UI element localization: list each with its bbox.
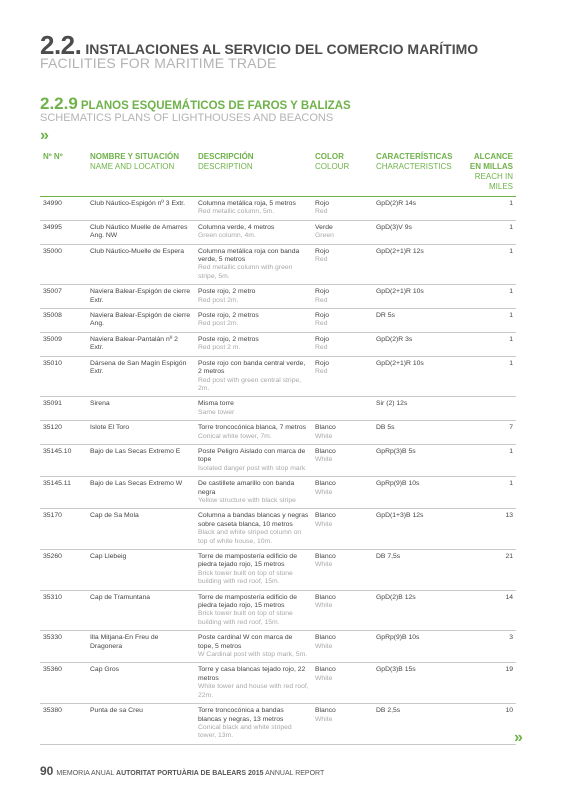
desc-en: Isolated danger post with stop mark xyxy=(198,464,306,472)
cell-name xyxy=(87,197,195,221)
desc-en: W Cardinal post with stop mark, 5m. xyxy=(198,651,308,659)
light-number: 35360 xyxy=(43,666,62,674)
cell-char xyxy=(373,663,461,704)
cell-num xyxy=(40,590,87,631)
light-name: Club Náutico Muelle de Amarres Ang. NW xyxy=(90,223,188,240)
reach-miles: 1 xyxy=(509,223,513,231)
cell-num xyxy=(40,356,87,397)
cell-name xyxy=(87,332,195,356)
reach-miles: 10 xyxy=(505,707,513,715)
cell-desc xyxy=(195,477,312,509)
desc-es: Columna metálica roja con banda verde, 5 metros xyxy=(198,247,300,264)
cell-desc xyxy=(195,444,312,476)
light-characteristics: GpD(2+1)R 10s xyxy=(376,288,424,296)
light-characteristics: GpD(1+3)B 12s xyxy=(376,512,424,520)
desc-es: Torre y casa blancas tejado rojo, 22 metros xyxy=(198,666,306,682)
desc-es: Columna verde, 4 metros xyxy=(198,223,275,231)
col-header-name: NOMBRE Y SITUACIÓN NAME AND LOCATION xyxy=(87,148,195,197)
cell-name xyxy=(87,590,195,631)
cell-color xyxy=(312,590,373,631)
light-name: Punta de sa Creu xyxy=(90,707,143,715)
table-row xyxy=(40,663,516,704)
light-number: 35170 xyxy=(43,512,62,520)
reach-miles: 1 xyxy=(509,288,513,296)
desc-es: Torre de mampostería edificio de piedra tejado rojo, 15 metros xyxy=(198,553,297,569)
light-number: 35145.10 xyxy=(43,447,72,455)
col-header-color: COLOR COLOUR xyxy=(312,148,373,197)
cell-char xyxy=(373,309,461,333)
color-en: White xyxy=(315,488,333,496)
reach-miles: 3 xyxy=(509,634,513,642)
color-en: Red xyxy=(315,256,328,264)
cell-name xyxy=(87,477,195,509)
col-header-desc: DESCRIPCIÓN DESCRIPTION xyxy=(195,148,312,197)
color-en: White xyxy=(315,432,333,440)
light-name: Illa Mitjana-En Freu de Dragonera xyxy=(90,634,159,650)
light-characteristics: GpRp(9)B 10s xyxy=(376,480,420,488)
table-row xyxy=(40,197,516,221)
cell-color xyxy=(312,197,373,221)
desc-es: Poste rojo, 2 metros xyxy=(198,312,259,320)
cell-num xyxy=(40,550,87,591)
reach-miles: 1 xyxy=(509,200,513,207)
cell-desc xyxy=(195,550,312,591)
light-characteristics: DB 2,5s xyxy=(376,707,401,715)
cell-name xyxy=(87,704,195,745)
cell-num xyxy=(40,309,87,333)
chapter-number: 2.2. xyxy=(40,30,82,60)
cell-desc xyxy=(195,220,312,244)
light-number: 35008 xyxy=(43,312,62,320)
color-en: White xyxy=(315,520,333,528)
cell-num xyxy=(40,509,87,550)
cell-name xyxy=(87,444,195,476)
cell-reach xyxy=(461,444,516,476)
light-name: Bajo de Las Secas Extremo W xyxy=(90,480,183,488)
cell-char xyxy=(373,332,461,356)
reach-miles: 19 xyxy=(505,666,513,674)
light-name: Dársena de San Magín Espigón Extr. xyxy=(90,359,187,376)
color-en: Red xyxy=(315,296,328,304)
light-name: Club Náutico-Muelle de Espera xyxy=(90,247,185,255)
color-en: White xyxy=(315,642,333,650)
color-en: Red xyxy=(315,368,328,376)
table-row xyxy=(40,444,516,476)
table-row xyxy=(40,631,516,663)
color-en: White xyxy=(315,456,333,464)
color-es: Blanco xyxy=(315,424,336,432)
table-row xyxy=(40,421,516,445)
desc-es: Misma torre xyxy=(198,400,234,408)
light-characteristics: Sir (2) 12s xyxy=(376,400,408,408)
table-body xyxy=(40,197,516,745)
cell-reach xyxy=(461,663,516,704)
cell-char xyxy=(373,590,461,631)
cell-desc xyxy=(195,509,312,550)
light-characteristics: GpD(2)R 14s xyxy=(376,200,417,207)
section-title xyxy=(40,94,351,114)
desc-es: Torre troncocónica blanca, 7 metros xyxy=(198,424,307,432)
table-row xyxy=(40,356,516,397)
color-es: Rojo xyxy=(315,335,329,343)
color-es: Blanco xyxy=(315,447,336,455)
light-characteristics: GpD(2)B 12s xyxy=(376,593,416,601)
cell-desc xyxy=(195,590,312,631)
cell-char xyxy=(373,285,461,309)
color-es: Rojo xyxy=(315,288,329,296)
section-number: 2.2.9 xyxy=(40,94,78,113)
footer-org: AUTORITAT PORTUÀRIA DE BALEARS 2015 xyxy=(116,770,264,777)
light-name: Bajo de Las Secas Extremo E xyxy=(90,447,181,455)
cell-char xyxy=(373,704,461,745)
cell-color xyxy=(312,356,373,397)
cell-reach xyxy=(461,220,516,244)
cell-color xyxy=(312,704,373,745)
cell-reach xyxy=(461,197,516,221)
cell-desc xyxy=(195,356,312,397)
light-name: Islote El Toro xyxy=(90,424,130,432)
cell-char xyxy=(373,477,461,509)
chevron-right-icon: » xyxy=(40,127,49,144)
cell-num xyxy=(40,477,87,509)
cell-name xyxy=(87,421,195,445)
cell-color xyxy=(312,220,373,244)
light-number: 35380 xyxy=(43,707,62,715)
cell-desc xyxy=(195,704,312,745)
cell-char xyxy=(373,550,461,591)
light-characteristics: DB 7,5s xyxy=(376,553,401,560)
light-characteristics: GpD(2)R 3s xyxy=(376,335,413,343)
cell-num xyxy=(40,663,87,704)
cell-reach xyxy=(461,285,516,309)
color-es: Rojo xyxy=(315,200,329,207)
color-es: Rojo xyxy=(315,359,329,367)
cell-color xyxy=(312,509,373,550)
table-row xyxy=(40,220,516,244)
reach-miles: 1 xyxy=(509,312,513,320)
cell-color xyxy=(312,309,373,333)
cell-reach xyxy=(461,397,516,421)
light-number: 35007 xyxy=(43,288,62,296)
table-row xyxy=(40,332,516,356)
desc-en: Red metallic column, 5m. xyxy=(198,208,275,216)
cell-num xyxy=(40,444,87,476)
cell-name xyxy=(87,550,195,591)
desc-es: Poste rojo con banda central verde, 2 metros xyxy=(198,359,306,376)
desc-es: Poste rojo, 2 metros xyxy=(198,335,259,343)
cell-char xyxy=(373,444,461,476)
light-characteristics: GpRp(3)B 5s xyxy=(376,447,416,455)
cell-char xyxy=(373,197,461,221)
reach-miles: 14 xyxy=(505,593,513,601)
col-header-reach: ALCANCE EN MILLAS REACH IN MILES xyxy=(461,148,516,197)
light-number: 35000 xyxy=(43,247,62,255)
cell-desc xyxy=(195,309,312,333)
table-row xyxy=(40,285,516,309)
light-number: 34995 xyxy=(43,223,62,231)
desc-en: Same tower xyxy=(198,408,235,416)
cell-color xyxy=(312,421,373,445)
cell-color xyxy=(312,663,373,704)
light-number: 35120 xyxy=(43,424,62,432)
light-characteristics: GpD(3)V 9s xyxy=(376,223,412,231)
reach-miles: 1 xyxy=(509,247,513,255)
cell-name xyxy=(87,220,195,244)
cell-color xyxy=(312,477,373,509)
cell-reach xyxy=(461,309,516,333)
footer-pre: MEMORIA ANUAL xyxy=(56,770,115,777)
light-characteristics: GpD(2+1)R 12s xyxy=(376,247,424,255)
light-name: Sirena xyxy=(90,400,110,408)
light-number: 35260 xyxy=(43,553,62,560)
cell-num xyxy=(40,704,87,745)
chevron-right-icon: » xyxy=(514,729,523,746)
table-row xyxy=(40,590,516,631)
cell-name xyxy=(87,397,195,421)
cell-desc xyxy=(195,332,312,356)
cell-color xyxy=(312,631,373,663)
desc-en: White tower and house with red roof, 22m. xyxy=(198,683,309,699)
desc-es: Torre troncocónica a bandas blancas y negras, 13 metros xyxy=(198,707,284,723)
cell-reach xyxy=(461,421,516,445)
cell-name xyxy=(87,356,195,397)
desc-en: Conical white tower, 7m. xyxy=(198,432,272,440)
color-en: White xyxy=(315,715,333,723)
light-name: Club Náutico-Espigón nº 3 Extr. xyxy=(90,200,186,207)
light-characteristics: GpD(2+1)R 10s xyxy=(376,359,424,367)
color-en: Red xyxy=(315,320,328,328)
cell-color xyxy=(312,244,373,285)
color-en: Red xyxy=(315,208,328,216)
desc-en: Red post 2m. xyxy=(198,296,239,304)
desc-es: Poste Peligro Aislado con marca de tope xyxy=(198,447,306,464)
cell-name xyxy=(87,631,195,663)
section-title-es: PLANOS ESQUEMÁTICOS DE FAROS Y BALIZAS xyxy=(80,100,351,112)
table-row xyxy=(40,509,516,550)
light-characteristics: DR 5s xyxy=(376,312,395,320)
page-number: 90 xyxy=(40,764,54,778)
cell-desc xyxy=(195,421,312,445)
desc-en: Brick tower built on top of stone building with red roof, 15m. xyxy=(198,610,293,626)
cell-desc xyxy=(195,631,312,663)
col-header-num: Nº Nº xyxy=(40,148,87,197)
color-es: Verde xyxy=(315,223,333,231)
color-es: Blanco xyxy=(315,707,336,715)
col-header-char: CARACTERÍSTICAS CHARACTERISTICS xyxy=(373,148,461,197)
color-es: Blanco xyxy=(315,634,336,642)
cell-reach xyxy=(461,704,516,745)
color-en: White xyxy=(315,561,333,569)
color-es: Rojo xyxy=(315,312,329,320)
cell-desc xyxy=(195,197,312,221)
light-number: 35330 xyxy=(43,634,62,642)
light-name: Cap de Sa Mola xyxy=(90,512,139,520)
page-footer xyxy=(40,764,324,778)
cell-num xyxy=(40,421,87,445)
cell-color xyxy=(312,397,373,421)
reach-miles: 1 xyxy=(509,359,513,367)
cell-name xyxy=(87,285,195,309)
light-name: Cap Llebeig xyxy=(90,553,127,560)
light-name: Naviera Balear-Pantalán nº 2 Extr. xyxy=(90,335,178,352)
table-header-row xyxy=(40,148,516,197)
color-en: White xyxy=(315,674,333,682)
cell-desc xyxy=(195,244,312,285)
light-name: Cap Gros xyxy=(90,666,120,674)
cell-char xyxy=(373,421,461,445)
cell-name xyxy=(87,663,195,704)
cell-reach xyxy=(461,631,516,663)
table-row xyxy=(40,550,516,591)
color-es: Blanco xyxy=(315,553,336,560)
desc-es: Torre de mampostería edificio de piedra tejado rojo, 15 metros xyxy=(198,593,297,610)
light-characteristics: DB 5s xyxy=(376,424,395,432)
chapter-title-es: INSTALACIONES AL SERVICIO DEL COMERCIO MARÍTIMO xyxy=(85,41,479,57)
cell-reach xyxy=(461,244,516,285)
cell-num xyxy=(40,332,87,356)
cell-char xyxy=(373,631,461,663)
cell-reach xyxy=(461,509,516,550)
cell-name xyxy=(87,509,195,550)
desc-es: Columna metálica roja, 5 metros xyxy=(198,200,296,207)
color-en: Red xyxy=(315,344,328,352)
cell-reach xyxy=(461,477,516,509)
cell-desc xyxy=(195,285,312,309)
cell-char xyxy=(373,356,461,397)
cell-char xyxy=(373,397,461,421)
light-number: 35310 xyxy=(43,593,62,601)
cell-num xyxy=(40,631,87,663)
cell-color xyxy=(312,285,373,309)
light-characteristics: GpRp(9)B 10s xyxy=(376,634,420,642)
desc-es: Poste cardinal W con marca de tope, 5 metros xyxy=(198,634,293,650)
table-row xyxy=(40,309,516,333)
cell-name xyxy=(87,309,195,333)
color-en: White xyxy=(315,602,333,610)
color-es: Blanco xyxy=(315,666,336,674)
cell-color xyxy=(312,550,373,591)
chapter-title-en: FACILITIES FOR MARITIME TRADE xyxy=(40,55,277,71)
desc-en: Red post 2m. xyxy=(198,320,239,328)
desc-en: Brick tower built on top of stone building with red roof, 15m. xyxy=(198,569,293,586)
table-row xyxy=(40,244,516,285)
cell-char xyxy=(373,509,461,550)
light-number: 35010 xyxy=(43,359,62,367)
desc-en: Red post with green central stripe, 2m. xyxy=(198,376,302,392)
cell-num xyxy=(40,220,87,244)
light-number: 34990 xyxy=(43,200,62,207)
light-characteristics: GpD(3)B 15s xyxy=(376,666,416,674)
table-row xyxy=(40,397,516,421)
cell-color xyxy=(312,332,373,356)
desc-en: Green column, 4m. xyxy=(198,232,256,240)
light-name: Cap de Tramuntana xyxy=(90,593,151,601)
lighthouse-table xyxy=(40,148,516,745)
cell-name xyxy=(87,244,195,285)
reach-miles: 21 xyxy=(505,553,513,560)
light-name: Naviera Balear-Espigón de cierre Ang. xyxy=(90,312,191,328)
cell-desc xyxy=(195,397,312,421)
cell-reach xyxy=(461,332,516,356)
light-number: 35145.11 xyxy=(43,480,71,488)
reach-miles: 1 xyxy=(509,335,513,343)
color-en: Green xyxy=(315,232,334,240)
color-es: Blanco xyxy=(315,512,336,520)
cell-num xyxy=(40,397,87,421)
cell-reach xyxy=(461,550,516,591)
light-number: 35091 xyxy=(43,400,62,408)
color-es: Rojo xyxy=(315,247,329,255)
desc-en: Black and white striped column on top of white house, 10m. xyxy=(198,529,302,545)
desc-es: Columna a bandas blancas y negras sobre caseta blanca, 10 metros xyxy=(198,512,309,528)
table-row xyxy=(40,704,516,745)
desc-en: Yellow structure with black stripe xyxy=(198,496,296,504)
reach-miles: 13 xyxy=(505,512,513,520)
color-es: Blanco xyxy=(315,593,336,601)
cell-num xyxy=(40,244,87,285)
desc-es: Poste rojo, 2 metro xyxy=(198,288,256,296)
light-name: Naviera Balear-Espigón de cierre Extr. xyxy=(90,288,191,304)
cell-char xyxy=(373,220,461,244)
cell-reach xyxy=(461,356,516,397)
desc-en: Red metallic column with green stripe, 5m. xyxy=(198,264,293,280)
cell-char xyxy=(373,244,461,285)
desc-en: Red post 2 m. xyxy=(198,344,241,352)
desc-en: Conical black and white striped tower, 13m. xyxy=(198,723,292,740)
reach-miles: 1 xyxy=(509,480,513,488)
cell-color xyxy=(312,444,373,476)
section-title-en: SCHEMATICS PLANS OF LIGHTHOUSES AND BEACONS xyxy=(40,112,334,124)
table-row xyxy=(40,477,516,509)
light-number: 35009 xyxy=(43,335,62,343)
cell-num xyxy=(40,285,87,309)
reach-miles: 7 xyxy=(509,424,513,432)
cell-desc xyxy=(195,663,312,704)
footer-post: ANNUAL REPORT xyxy=(265,770,325,777)
cell-num xyxy=(40,197,87,221)
reach-miles: 1 xyxy=(509,447,513,455)
desc-es: De castillete amarillo con banda negra xyxy=(198,480,295,496)
color-es: Blanco xyxy=(315,480,336,488)
cell-reach xyxy=(461,590,516,631)
